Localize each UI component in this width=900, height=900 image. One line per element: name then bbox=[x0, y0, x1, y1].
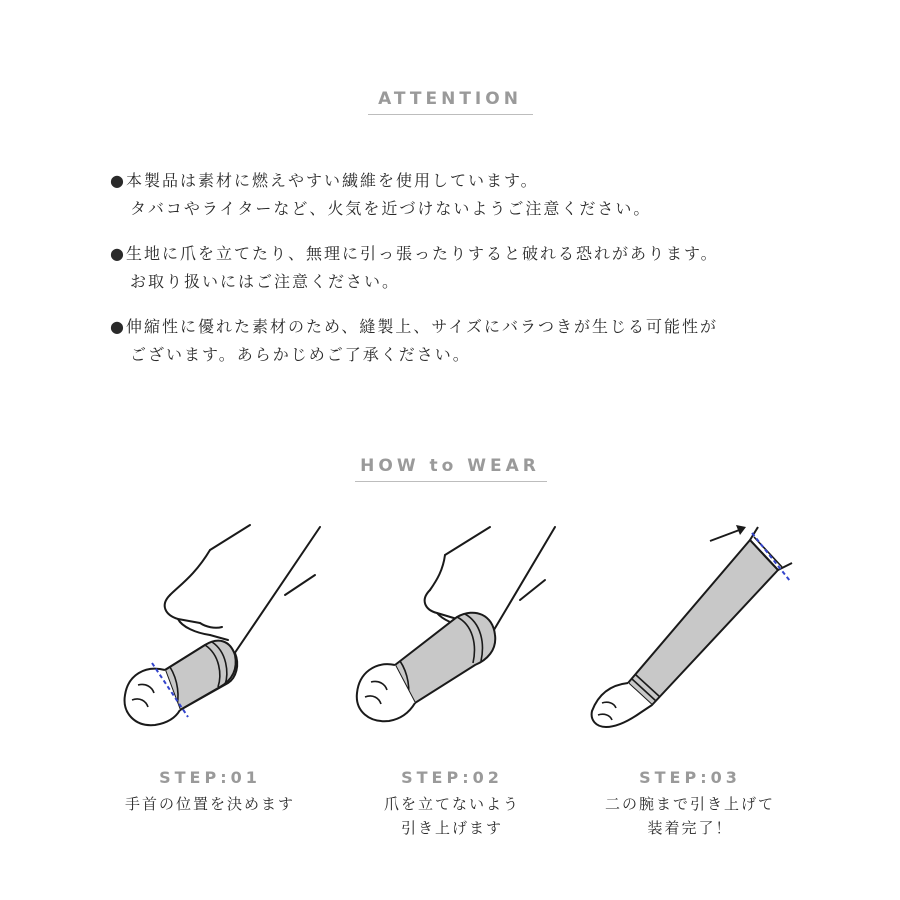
step-3-illustration bbox=[580, 515, 840, 755]
attention-heading-underline bbox=[368, 114, 533, 115]
how-to-wear-heading: HOW to WEAR bbox=[360, 456, 540, 476]
step-instruction-line: 装着完了！ bbox=[647, 819, 733, 837]
step-instruction-line: 引き上げます bbox=[400, 819, 503, 837]
note-text-line: ございます。あらかじめご了承ください。 bbox=[130, 345, 471, 364]
step-2-label: STEP:02 bbox=[401, 768, 503, 787]
step-2-illustration bbox=[345, 515, 605, 755]
step-2-instruction bbox=[322, 792, 582, 840]
note-text-line: タバコやライターなど、火気を近づけないようご注意ください。 bbox=[130, 199, 652, 218]
step-1-label: STEP:01 bbox=[159, 768, 261, 787]
step-1-instruction bbox=[80, 792, 340, 816]
note-text-line: お取り扱いにはご注意ください。 bbox=[130, 272, 401, 291]
step-3-instruction bbox=[560, 792, 820, 840]
step-instruction-line: 爪を立てないよう bbox=[383, 795, 520, 813]
attention-heading: ATTENTION bbox=[378, 89, 522, 109]
step-instruction-line: 手首の位置を決めます bbox=[124, 795, 295, 813]
note-text-line: ●伸縮性に優れた素材のため、縫製上、サイズにバラつきが生じる可能性が bbox=[110, 317, 719, 336]
step-instruction-line: 二の腕まで引き上げて bbox=[604, 795, 775, 813]
note-text-line: ●本製品は素材に燃えやすい繊維を使用しています。 bbox=[110, 171, 539, 190]
how-to-wear-heading-underline bbox=[355, 481, 547, 482]
step-3-label: STEP:03 bbox=[639, 768, 741, 787]
step-1-illustration bbox=[110, 515, 370, 755]
attention-note-2 bbox=[110, 240, 719, 296]
note-text-line: ●生地に爪を立てたり、無理に引っ張ったりすると破れる恐れがあります。 bbox=[110, 244, 719, 263]
attention-note-1 bbox=[110, 167, 651, 223]
attention-note-3 bbox=[110, 313, 718, 369]
